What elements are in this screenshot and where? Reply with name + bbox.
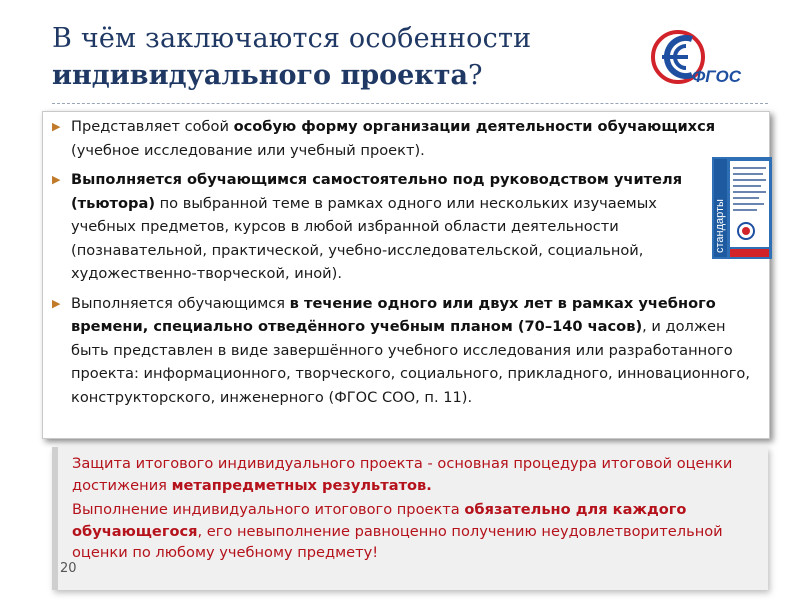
- bullet-2-text-end: по выбранной теме в рамках одного или нескольких изучаемых учебных предметов, курсов в любой избранной области деятельности (познавательной, практической, учебно-исследовательской, социальной, художественно-творческой, иной).: [71, 194, 657, 282]
- bullet-item-2: [52, 168, 751, 286]
- bullet-arrow-icon: ▶: [52, 120, 61, 133]
- slide-title-end: ?: [468, 60, 483, 91]
- slide-title: [52, 20, 612, 94]
- slide-title-line1: В чём заключаются особенности: [52, 23, 532, 54]
- note-2-text: Выполнение индивидуального итогового проекта: [72, 501, 465, 518]
- fgos-logo-text: ФГОС: [692, 67, 741, 86]
- bullet-item-1: [52, 115, 751, 162]
- bullet-arrow-icon: ▶: [52, 296, 61, 310]
- title-separator: [52, 103, 768, 104]
- bullet-3-text: Выполняется обучающимся: [71, 294, 290, 312]
- note-1-bold: метапредметных результатов.: [171, 476, 432, 494]
- standards-book-image: [712, 157, 772, 259]
- bullet-3-bold: в течение одного или двух лет в рамках учебного времени, специально отведённого учебным планом (70–140 часов): [71, 294, 716, 335]
- book-spine-text: стандарты: [714, 199, 726, 253]
- note-1-text: Защита итогового индивидуального проекта - основная процедура итоговой оценки достижения: [72, 455, 733, 494]
- bullet-2-bold: Выполняется обучающимся самостоятельно под руководством учителя (тьютора): [71, 171, 683, 212]
- bullet-1-text: Представляет собой: [71, 118, 234, 135]
- bullet-item-3: [52, 292, 751, 410]
- note-box: [52, 447, 768, 590]
- fgos-logo: [648, 24, 758, 94]
- note-2-text-end: , его невыполнение равноценно получению неудовлетворительной оценки по любому учебному предмету!: [72, 522, 723, 561]
- page-number: 20: [60, 561, 77, 576]
- bullet-arrow-icon: ▶: [52, 173, 61, 186]
- note-box-accent: [52, 447, 58, 590]
- note-paragraph-2: [72, 499, 762, 564]
- main-content-box: [42, 111, 770, 439]
- bullet-1-text-end: (учебное исследование или учебный проект).: [71, 141, 425, 159]
- note-paragraph-1: [72, 453, 762, 496]
- slide-title-line2: [52, 57, 612, 94]
- bullet-3-text-end: , и должен быть представлен в виде завершённого учебного исследования или разработанного проекта: информационного, творческого, социального, прикладного, инновационного, конструкторского, инженерного (ФГОС СОО, п. 11).: [71, 318, 750, 406]
- slide-title-bold: индивидуального проекта: [52, 60, 469, 91]
- bullet-list: [52, 115, 751, 415]
- bullet-1-bold: особую форму организации деятельности обучающихся: [233, 118, 716, 135]
- note-2-bold: обязательно для каждого обучающегося: [72, 501, 687, 540]
